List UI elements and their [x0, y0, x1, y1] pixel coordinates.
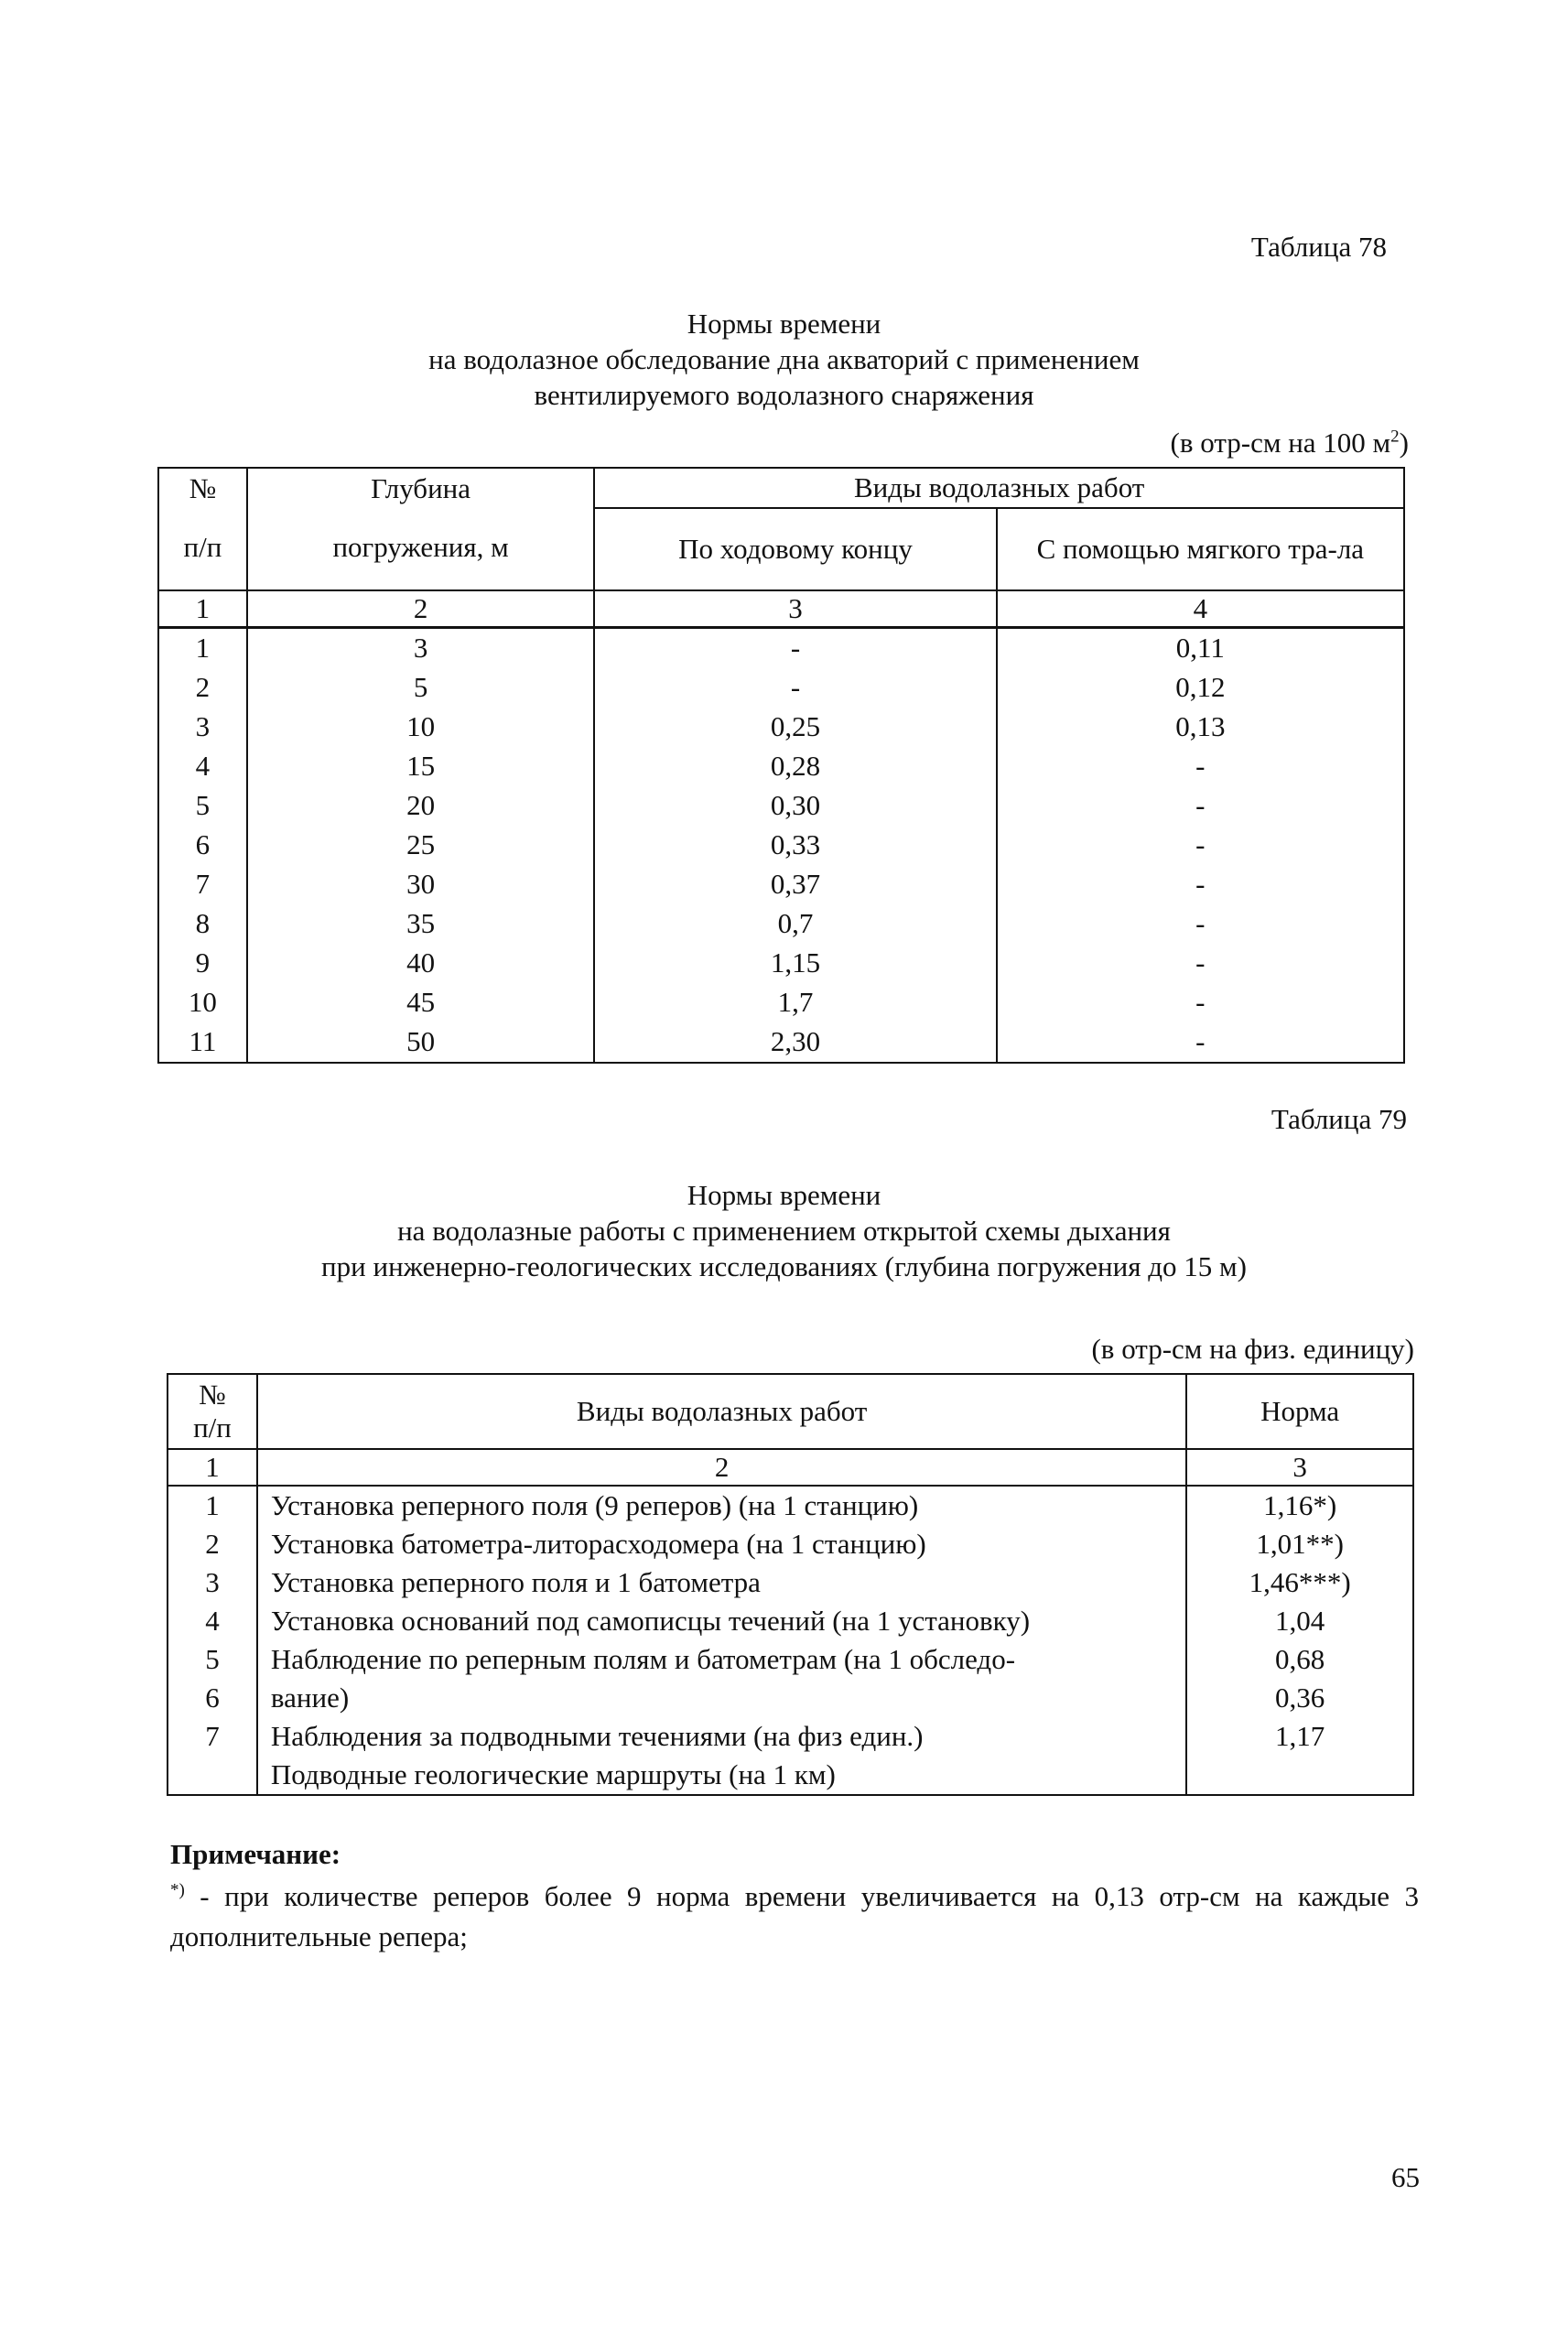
- cell-norm: [1186, 1756, 1413, 1795]
- table-row: [158, 944, 1404, 983]
- note-heading: Примечание:: [170, 1838, 341, 1870]
- cell-work: Установка реперного поля и 1 батометра: [257, 1563, 1186, 1602]
- cell-col3: 0,7: [594, 904, 996, 944]
- column-number-cell: 1: [168, 1449, 257, 1486]
- table-79-unit-note: (в отр-см на физ. единицу): [1091, 1333, 1414, 1365]
- table-row: [168, 1717, 1413, 1756]
- cell-depth: 25: [247, 826, 595, 865]
- column-number-cell: 3: [594, 590, 996, 627]
- cell-number: [168, 1756, 257, 1795]
- table-row: [158, 983, 1404, 1022]
- cell-work: Наблюдение по реперным полям и батометрам (на 1 обследо-: [257, 1640, 1186, 1679]
- cell-col4: -: [997, 944, 1404, 983]
- column-number-cell: 3: [1186, 1449, 1413, 1486]
- cell-norm: 0,68: [1186, 1640, 1413, 1679]
- cell-work: Установка оснований под самописцы течений (на 1 установку): [257, 1602, 1186, 1640]
- cell-depth: 30: [247, 865, 595, 904]
- table-row: [158, 904, 1404, 944]
- cell-norm: 1,46***): [1186, 1563, 1413, 1602]
- cell-col4: 0,12: [997, 668, 1404, 708]
- table-row: [158, 627, 1404, 668]
- cell-col4: -: [997, 865, 1404, 904]
- cell-col4: -: [997, 747, 1404, 786]
- note-body: - при количестве реперов более 9 норма времени увеличивается на 0,13 отр-см на каждые 3 дополнительные репера;: [170, 1880, 1419, 1952]
- cell-depth: 10: [247, 708, 595, 747]
- cell-number: 5: [158, 786, 247, 826]
- cell-number: 1: [158, 627, 247, 668]
- cell-number: 11: [158, 1022, 247, 1063]
- cell-col4: -: [997, 826, 1404, 865]
- table-79-title-line: при инженерно-геологических исследованиях (глубина погружения до 15 м): [321, 1250, 1247, 1282]
- cell-work: Установка реперного поля (9 реперов) (на 1 станцию): [257, 1486, 1186, 1525]
- note-marker: *): [170, 1880, 185, 1900]
- cell-col3: 0,30: [594, 786, 996, 826]
- cell-work: Подводные геологические маршруты (на 1 км): [257, 1756, 1186, 1795]
- note-text: [170, 1876, 1419, 1957]
- header-works: Виды водолазных работ: [594, 468, 1404, 508]
- cell-norm: 1,01**): [1186, 1525, 1413, 1563]
- header-number-bottom: п/п: [183, 531, 222, 563]
- table-row: [158, 1022, 1404, 1063]
- cell-work: Наблюдения за подводными течениями (на физ един.): [257, 1717, 1186, 1756]
- cell-norm: 0,36: [1186, 1679, 1413, 1717]
- cell-depth: 5: [247, 668, 595, 708]
- cell-number: 1: [168, 1486, 257, 1525]
- cell-col3: 0,33: [594, 826, 996, 865]
- cell-number: 7: [158, 865, 247, 904]
- table-79-title-line: на водолазные работы с применением открытой схемы дыхания: [397, 1215, 1171, 1247]
- table-row: [158, 708, 1404, 747]
- table-79-title-line: Нормы времени: [687, 1179, 881, 1211]
- table-row: [158, 865, 1404, 904]
- cell-number: 4: [158, 747, 247, 786]
- table-78-unit-note: [1171, 427, 1409, 460]
- cell-col4: -: [997, 904, 1404, 944]
- table-row: [168, 1525, 1413, 1563]
- table-row: [158, 747, 1404, 786]
- cell-col3: 0,25: [594, 708, 996, 747]
- column-number-cell: 2: [257, 1449, 1186, 1486]
- cell-depth: 20: [247, 786, 595, 826]
- cell-col4: -: [997, 983, 1404, 1022]
- table-row: [158, 668, 1404, 708]
- cell-number: 8: [158, 904, 247, 944]
- cell-col3: 1,7: [594, 983, 996, 1022]
- cell-number: 6: [168, 1679, 257, 1717]
- cell-work: Установка батометра-литорасходомера (на 1 станцию): [257, 1525, 1186, 1563]
- cell-col4: -: [997, 1022, 1404, 1063]
- cell-work: вание): [257, 1679, 1186, 1717]
- table-79-title: [0, 1177, 1568, 1284]
- table-79: [167, 1373, 1414, 1796]
- cell-col4: -: [997, 786, 1404, 826]
- header-depth-top: Глубина: [371, 472, 471, 504]
- unit-suffix: ): [1399, 427, 1409, 459]
- table-row: [168, 1640, 1413, 1679]
- table-78-title-line: Нормы времени: [687, 308, 881, 340]
- cell-col3: 0,28: [594, 747, 996, 786]
- cell-col4: 0,13: [997, 708, 1404, 747]
- unit-prefix: (в отр-см на 100 м: [1170, 427, 1391, 459]
- cell-number: 2: [158, 668, 247, 708]
- page-number: 65: [1391, 2161, 1420, 2193]
- header-number-top: №: [189, 472, 217, 504]
- cell-col3: -: [594, 668, 996, 708]
- cell-depth: 50: [247, 1022, 595, 1063]
- cell-number: 6: [158, 826, 247, 865]
- table-row: [158, 786, 1404, 826]
- table-row: [168, 1756, 1413, 1795]
- cell-depth: 15: [247, 747, 595, 786]
- cell-number: 3: [168, 1563, 257, 1602]
- table-row: [168, 1679, 1413, 1717]
- header-depth: [247, 468, 595, 590]
- header-number: № п/п: [168, 1374, 257, 1449]
- header-norm: Норма: [1186, 1374, 1413, 1449]
- column-number-cell: 2: [247, 590, 595, 627]
- cell-depth: 3: [247, 627, 595, 668]
- unit-superscript: 2: [1390, 427, 1400, 447]
- cell-col4: 0,11: [997, 627, 1404, 668]
- cell-depth: 40: [247, 944, 595, 983]
- cell-norm: 1,16*): [1186, 1486, 1413, 1525]
- table-78-label: Таблица 78: [1250, 231, 1387, 263]
- header-col4: С помощью мягкого тра-ла: [997, 508, 1404, 590]
- cell-col3: 0,37: [594, 865, 996, 904]
- table-79-label: Таблица 79: [1271, 1103, 1407, 1135]
- header-number: [158, 468, 247, 590]
- header-col3: По ходовому концу: [594, 508, 996, 590]
- cell-col3: -: [594, 627, 996, 668]
- table-row: [168, 1486, 1413, 1525]
- table-78-title-line: на водолазное обследование дна акваторий с применением: [428, 343, 1140, 375]
- cell-number: 7: [168, 1717, 257, 1756]
- cell-norm: 1,04: [1186, 1602, 1413, 1640]
- cell-number: 3: [158, 708, 247, 747]
- cell-number: 5: [168, 1640, 257, 1679]
- cell-number: 9: [158, 944, 247, 983]
- table-row: [168, 1563, 1413, 1602]
- table-78-title-line: вентилируемого водолазного снаряжения: [534, 379, 1034, 411]
- column-number-cell: 1: [158, 590, 247, 627]
- cell-col3: 2,30: [594, 1022, 996, 1063]
- cell-depth: 45: [247, 983, 595, 1022]
- header-works: Виды водолазных работ: [257, 1374, 1186, 1449]
- cell-norm: 1,17: [1186, 1717, 1413, 1756]
- header-depth-bottom: погружения, м: [332, 531, 509, 563]
- table-row: [158, 826, 1404, 865]
- cell-number: 10: [158, 983, 247, 1022]
- cell-number: 4: [168, 1602, 257, 1640]
- table-78-title: [0, 306, 1568, 413]
- cell-col3: 1,15: [594, 944, 996, 983]
- table-78: [157, 467, 1405, 1064]
- cell-number: 2: [168, 1525, 257, 1563]
- table-row: [168, 1602, 1413, 1640]
- cell-depth: 35: [247, 904, 595, 944]
- column-number-cell: 4: [997, 590, 1404, 627]
